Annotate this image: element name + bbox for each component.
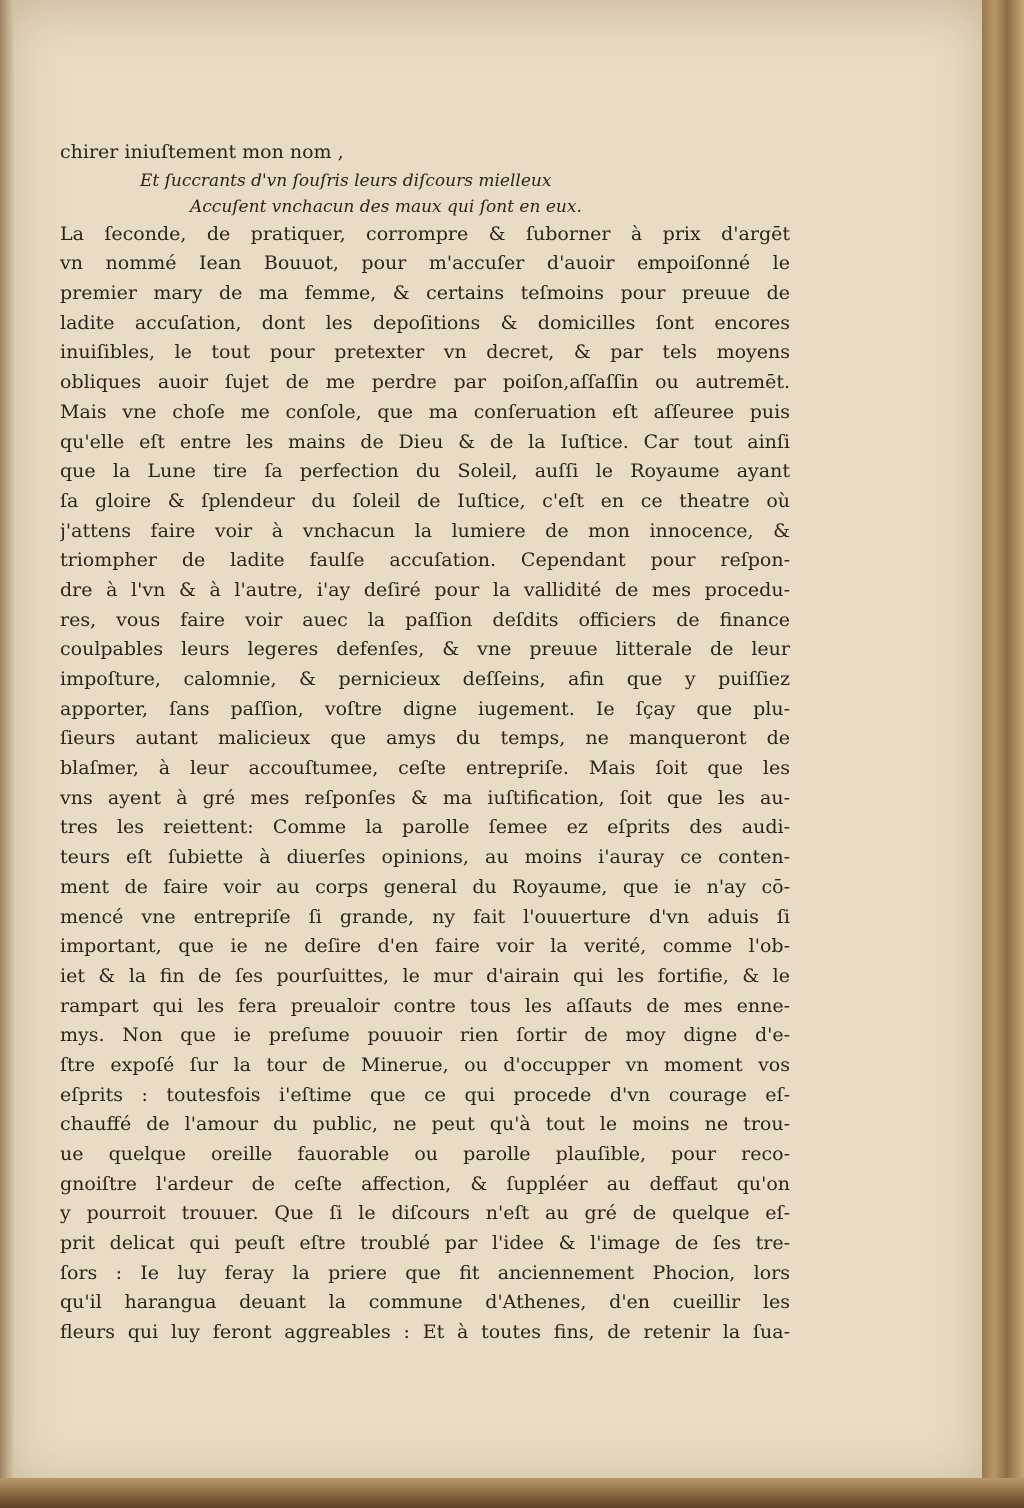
body-text (60, 220, 790, 1348)
page-fore-edge (982, 0, 1024, 1508)
text-line: obliques auoir ſujet de me perdre par poiſon,aſſaſſin ou autremēt. (60, 371, 790, 394)
text-line: blaſmer, à leur accouſtumee, ceſte entrepriſe. Mais ſoit que les (60, 757, 790, 780)
text-line: chauffé de l'amour du public, ne peut qu'à tout le moins ne trou- (60, 1113, 790, 1136)
text-line: dre à l'vn & à l'autre, i'ay deſiré pour la vallidité de mes procedu- (60, 578, 790, 601)
text-line: premier mary de ma femme, & certains teſmoins pour preuue de (60, 282, 790, 305)
text-line: res, vous faire voir auec la paſſion deſdits officiers de finance (60, 608, 790, 631)
page-bottom-edge (0, 1478, 1024, 1508)
verse-line-2: Accuſent vnchacun des maux qui ſont en eux. (190, 196, 582, 217)
text-line: que la Lune tire ſa perfection du Soleil, auſſi le Royaume ayant (60, 460, 790, 483)
text-line: ſors : Ie luy feray la priere que fit anciennement Phocion, lors (60, 1261, 790, 1284)
text-line: fleurs qui luy feront aggreables : Et à toutes fins, de retenir la ſua- (60, 1321, 790, 1344)
text-line: eſprits : toutesfois i'eſtime que ce qui procede d'vn courage eſ- (60, 1083, 790, 1106)
text-line: j'attens faire voir à vnchacun la lumiere de mon innocence, & (60, 519, 790, 542)
text-line: teurs eſt ſubiette à diuerſes opinions, au moins i'auray ce conten- (60, 846, 790, 869)
text-line: impoſture, calomnie, & pernicieux deſſeins, afin que y puiſſiez (60, 668, 790, 690)
text-line: ſa gloire & ſplendeur du ſoleil de Iuſtice, c'eſt en ce theatre où (60, 489, 790, 512)
text-line: gnoiſtre l'ardeur de ceſte affection, & ſuppléer au deffaut qu'on (60, 1172, 790, 1195)
page-gutter (0, 0, 14, 1492)
text-line: vn nommé Iean Bouuot, pour m'accuſer d'auoir empoiſonné le (60, 252, 790, 275)
text-line: rampart qui les fera preualoir contre tous les aſſauts de mes enne- (60, 994, 790, 1017)
verse-line-1: Et ſuccrants d'vn ſouſris leurs diſcours mielleux (140, 170, 552, 191)
text-line: ment de faire voir au corps general du Royaume, que ie n'ay cō- (60, 875, 790, 898)
text-line: prit delicat qui peuſt eſtre troublé par l'idee & l'image de ſes tre- (60, 1232, 790, 1255)
text-line: mys. Non que ie preſume pouuoir rien ſortir de moy digne d'e- (60, 1024, 790, 1047)
text-line: coulpables leurs legeres defenſes, & vne preuue litterale de leur (60, 638, 790, 661)
text-line: y pourroit trouuer. Que ſi le diſcours n'eſt au gré de quelque eſ- (60, 1202, 790, 1225)
text-line: qu'elle eſt entre les mains de Dieu & de la Iuſtice. Car tout ainſi (60, 430, 790, 453)
text-line: qu'il harangua deuant la commune d'Athenes, d'en cueillir les (60, 1291, 790, 1314)
text-line: ladite accuſation, dont les depoſitions & domicilles ſont encores (60, 311, 790, 334)
text-line: ſtre expoſé ſur la tour de Minerue, ou d'occupper vn moment vos (60, 1053, 790, 1076)
text-line: apporter, ſans paſſion, voſtre digne iugement. Ie ſçay que plu- (60, 697, 790, 720)
text-line: ue quelque oreille fauorable ou parolle plauſible, pour reco- (60, 1143, 790, 1165)
text-line: inuiſibles, le tout pour pretexter vn decret, & par tels moyens (60, 341, 790, 364)
text-line: La ſeconde, de pratiquer, corrompre & ſuborner à prix d'argēt (60, 222, 790, 245)
text-block (60, 138, 790, 1348)
opening-line: chirer iniuſtement mon nom , (60, 141, 344, 163)
text-line: mencé vne entrepriſe ſi grande, ny fait l'ouuerture d'vn aduis ſi (60, 905, 790, 928)
text-line: tres les reiettent: Comme la parolle ſemee ez eſprits des audi- (60, 816, 790, 839)
text-line: iet & la fin de ſes pourſuittes, le mur d'airain qui les fortifie, & le (60, 964, 790, 987)
text-line: Mais vne choſe me conſole, que ma conſeruation eſt aſſeuree puis (60, 400, 790, 423)
text-line: vns ayent à gré mes reſponſes & ma iuſtification, ſoit que les au- (60, 786, 790, 809)
text-line: ſieurs autant malicieux que amys du temps, ne manqueront de (60, 727, 790, 750)
text-line: important, que ie ne deſire d'en faire voir la verité, comme l'ob- (60, 935, 790, 958)
text-line: triompher de ladite faulſe accuſation. Cependant pour reſpon- (60, 549, 790, 572)
